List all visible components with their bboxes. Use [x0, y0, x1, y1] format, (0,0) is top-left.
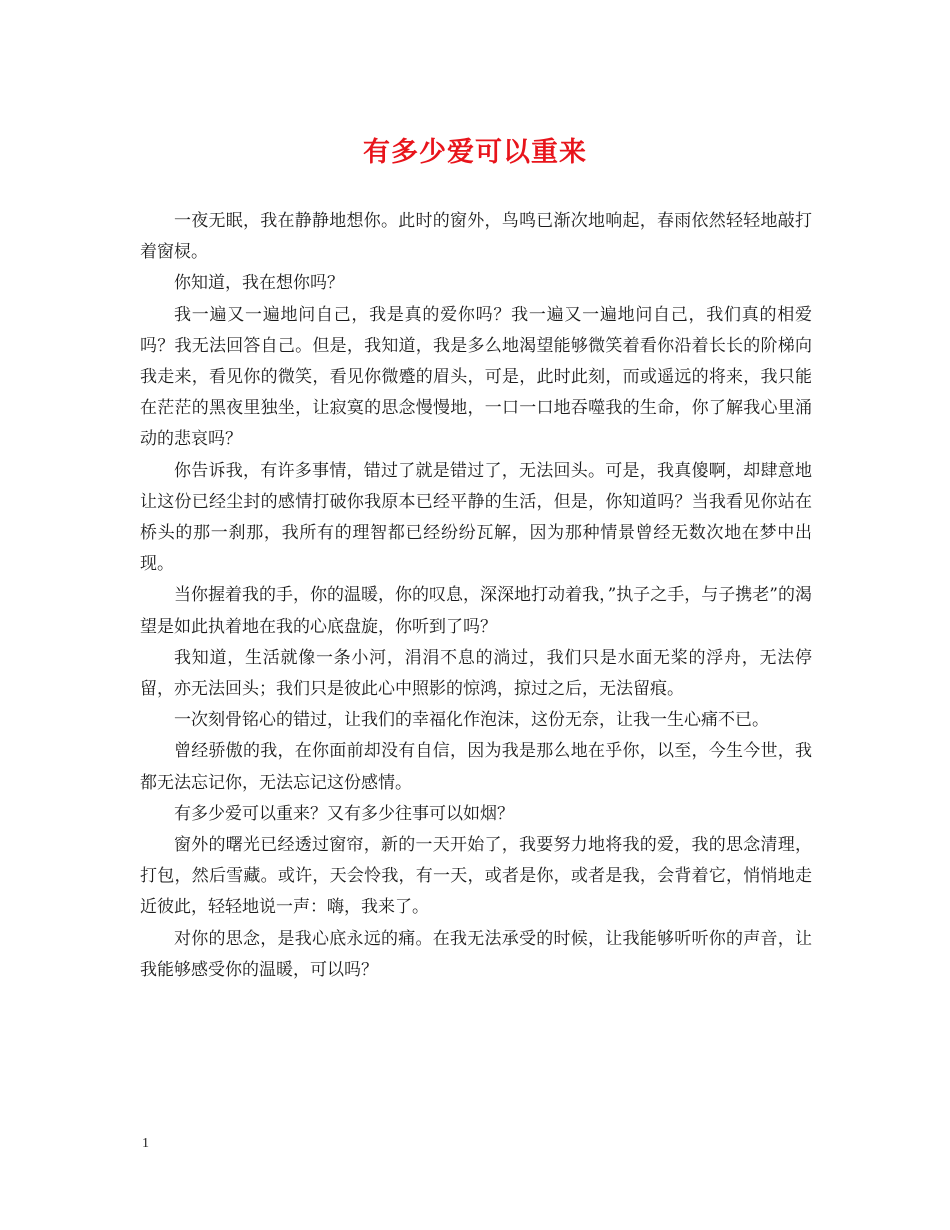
- paragraph: 我知道，生活就像一条小河，涓涓不息的淌过，我们只是水面无桨的浮舟，无法停留，亦无法回头；我们只是彼此心中照影的惊鸿，掠过之后，无法留痕。: [140, 647, 812, 700]
- paragraph: 窗外的曙光已经透过窗帘，新的一天开始了，我要努力地将我的爱，我的思念清理，打包，然后雪藏。或许，天会怜我，有一天，或者是你，或者是我，会背着它，悄悄地走近彼此，轻轻地说一声：嗨，我来了。: [140, 835, 812, 918]
- paragraph: 曾经骄傲的我，在你面前却没有自信，因为我是那么地在乎你，以至，今生今世，我都无法忘记你，无法忘记这份感情。: [140, 741, 812, 793]
- paragraph: 我一遍又一遍地问自己，我是真的爱你吗？我一遍又一遍地问自己，我们真的相爱吗？我无法回答自己。但是，我知道，我是多么地渴望能够微笑着看你沿着长长的阶梯向我走来，看见你的微笑，看见你微蹙的眉头，可是，此时此刻，而或遥远的将来，我只能在茫茫的黑夜里独坐，让寂寞的思念慢慢地，一口一口地吞噬我的生命，你了解我心里涌动的悲哀吗？: [140, 304, 812, 450]
- paragraph: 当你握着我的手，你的温暖，你的叹息，深深地打动着我，”执子之手，与子携老”的渴望是如此执着地在我的心底盘旋，你听到了吗？: [140, 585, 812, 637]
- page-number: 1: [142, 1136, 149, 1151]
- paragraph: 对你的思念，是我心底永远的痛。在我无法承受的时候，让我能够听听你的声音，让我能够感受你的温暖，可以吗？: [140, 928, 812, 980]
- paragraph: 你告诉我，有许多事情，错过了就是错过了，无法回头。可是，我真傻啊，却肆意地让这份已经尘封的感情打破你我原本已经平静的生活，但是，你知道吗？当我看见你站在桥头的那一刹那，我所有的理智都已经纷纷瓦解，因为那种情景曾经无数次地在梦中出现。: [140, 460, 812, 575]
- paragraph: 你知道，我在想你吗？: [174, 273, 344, 294]
- paragraph: 有多少爱可以重来？又有多少往事可以如烟？: [174, 803, 514, 824]
- paragraph: 一次刻骨铭心的错过，让我们的幸福化作泡沫，这份无奈，让我一生心痛不已。: [174, 710, 769, 731]
- document-body: [140, 206, 812, 986]
- paragraph: 一夜无眠，我在静静地想你。此时的窗外，鸟鸣已渐次地响起，春雨依然轻轻地敲打着窗棂。: [140, 211, 812, 263]
- document-title: 有多少爱可以重来: [363, 137, 587, 168]
